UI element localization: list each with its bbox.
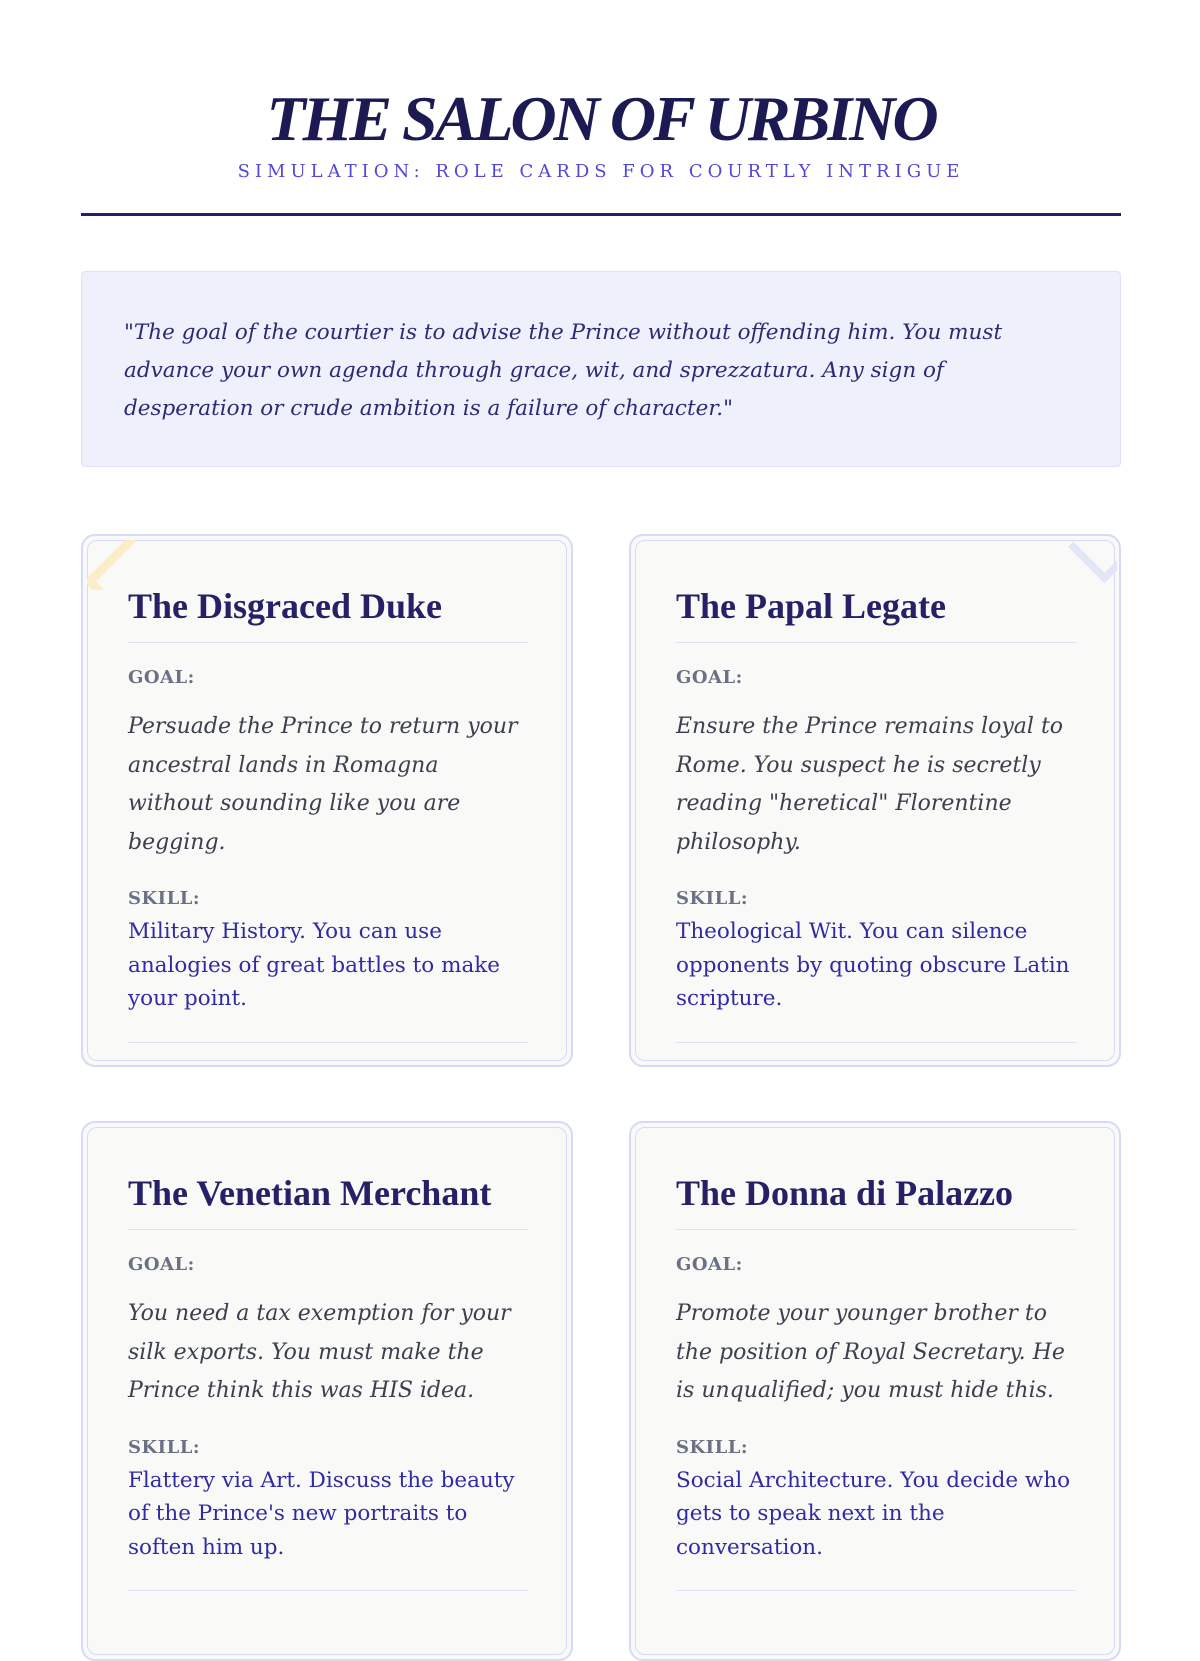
card-content (676, 584, 1076, 1043)
goal-text: Promote your younger brother to the position of Royal Secretary. He is unqualified; you must hide this. (676, 1301, 1065, 1403)
skill-text: Social Architecture. You decide who gets to speak next in the conversation. (676, 1467, 1071, 1560)
skill-label: SKILL: (676, 888, 749, 909)
skill-label: SKILL: (128, 888, 201, 909)
card-title: The Disgraced Duke (128, 584, 528, 643)
page-title: THE SALON OF URBINO (266, 83, 936, 154)
role-card-disgraced-duke (81, 534, 573, 1067)
card-divider (128, 1042, 528, 1043)
intro-quote-box (81, 271, 1121, 467)
card-content (128, 1171, 528, 1591)
header-divider (81, 213, 1121, 216)
skill-text: Flattery via Art. Discuss the beauty of the Prince's new portraits to soften him up. (128, 1467, 515, 1560)
goal-label: GOAL: (128, 1254, 195, 1275)
goal-text: You need a tax exemption for your silk exports. You must make the Prince think this was HIS idea. (128, 1301, 511, 1403)
card-title: The Donna di Palazzo (676, 1171, 1076, 1230)
role-card-venetian-merchant (81, 1121, 573, 1661)
card-content (676, 1171, 1076, 1591)
card-divider (676, 1042, 1076, 1043)
card-content (128, 584, 528, 1043)
card-divider (128, 1590, 528, 1591)
skill-label: SKILL: (128, 1436, 201, 1458)
page-subtitle: SIMULATION: ROLE CARDS FOR COURTLY INTRIGUE (237, 161, 965, 182)
corner-chevron-icon (1067, 538, 1117, 588)
goal-label: GOAL: (676, 667, 743, 688)
goal-label: GOAL: (128, 667, 195, 688)
corner-chevron-icon (87, 540, 137, 590)
intro-quote: "The goal of the courtier is to advise the Prince without offending him. You must advance your own agenda through grace, wit, and sprezzatura. Any sign of desperation or crude ambition is a failure of character." (124, 320, 1003, 421)
role-card-papal-legate (629, 534, 1121, 1067)
goal-label: GOAL: (676, 1254, 743, 1275)
skill-text: Theological Wit. You can silence opponents by quoting obscure Latin scripture. (676, 919, 1070, 1011)
card-title: The Venetian Merchant (128, 1171, 528, 1230)
card-title: The Papal Legate (676, 584, 1076, 643)
card-divider (676, 1590, 1076, 1591)
goal-text: Ensure the Prince remains loyal to Rome. You suspect he is secretly reading "heretical" Florentine philosophy. (676, 714, 1064, 855)
skill-label: SKILL: (676, 1436, 749, 1458)
role-card-donna-di-palazzo (629, 1121, 1121, 1661)
skill-text: Military History. You can use analogies of great battles to make your point. (128, 919, 501, 1011)
goal-text: Persuade the Prince to return your ancestral lands in Romagna without sounding like you are begging. (128, 714, 518, 855)
